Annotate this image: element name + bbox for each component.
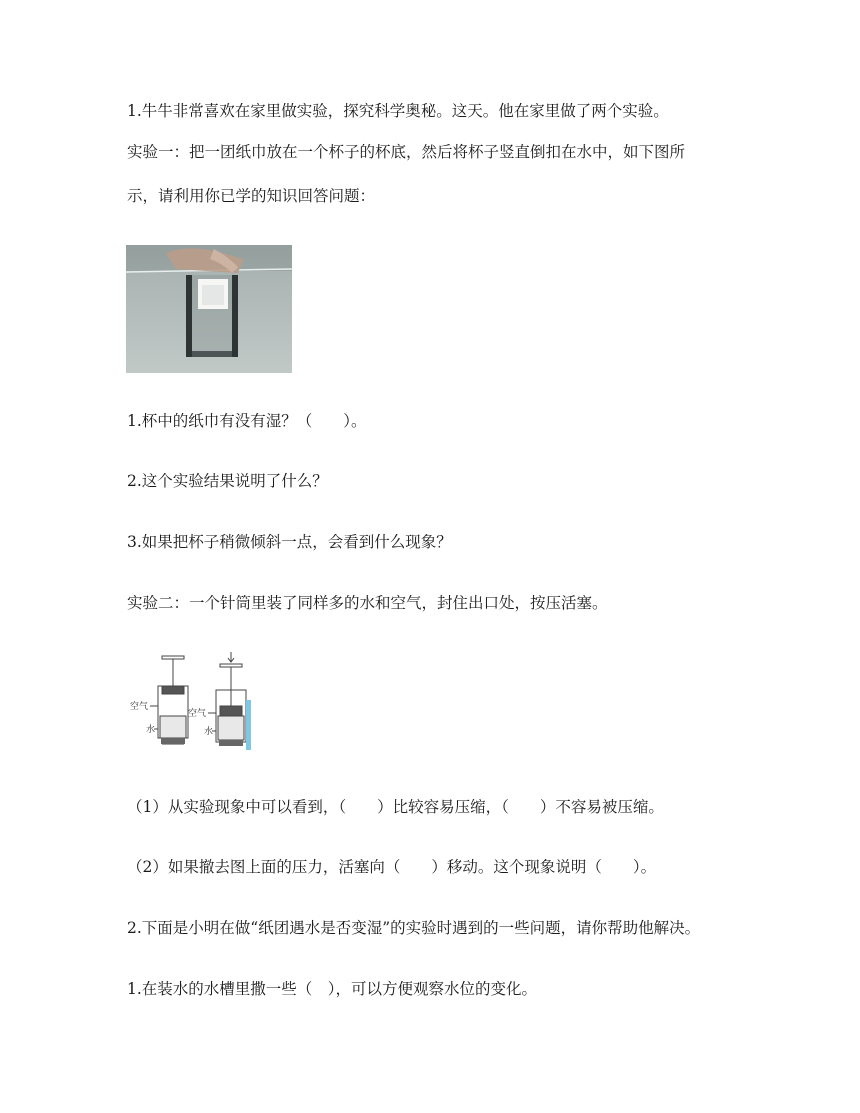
- q1-sub1: 1.杯中的纸巾有没有湿？（ ）。: [127, 412, 367, 430]
- q1-sub3: 3.如果把杯子稍微倾斜一点，会看到什么现象？: [127, 533, 452, 551]
- q2-intro: 2.下面是小明在做“纸团遇水是否变湿”的实验时遇到的一些问题，请你帮助他解决。: [127, 919, 701, 937]
- water-label-right: 水: [204, 727, 214, 737]
- cup-in-water-photo: [126, 245, 292, 373]
- q1-exp2: 实验二：一个针筒里装了同样多的水和空气，封住出口处，按压活塞。: [127, 594, 608, 612]
- q1-part1: （1）从实验现象中可以看到，（ ）比较容易压缩，（ ）不容易被压缩。: [127, 798, 664, 816]
- q1-intro: 1.牛牛非常喜欢在家里做实验，探究科学奥秘。这天。他在家里做了两个实验。: [127, 102, 669, 120]
- q1-exp1-line2: 示，请利用你已学的知识回答问题：: [127, 187, 376, 205]
- q1-exp1-line1: 实验一：把一团纸巾放在一个杯子的杯底，然后将杯子竖直倒扣在水中，如下图所: [127, 143, 686, 161]
- water-label-left: 水: [146, 725, 156, 735]
- q1-part2: （2）如果撤去图上面的压力，活塞向（ ）移动。这个现象说明（ ）。: [127, 858, 657, 876]
- syringe-diagram: [128, 652, 268, 756]
- q1-sub2: 2.这个实验结果说明了什么？: [127, 472, 328, 490]
- q2-sub1: 1.在装水的水槽里撒一些（ ），可以方便观察水位的变化。: [127, 980, 538, 998]
- air-label-right: 空气: [188, 709, 207, 719]
- air-label-left: 空气: [130, 702, 149, 712]
